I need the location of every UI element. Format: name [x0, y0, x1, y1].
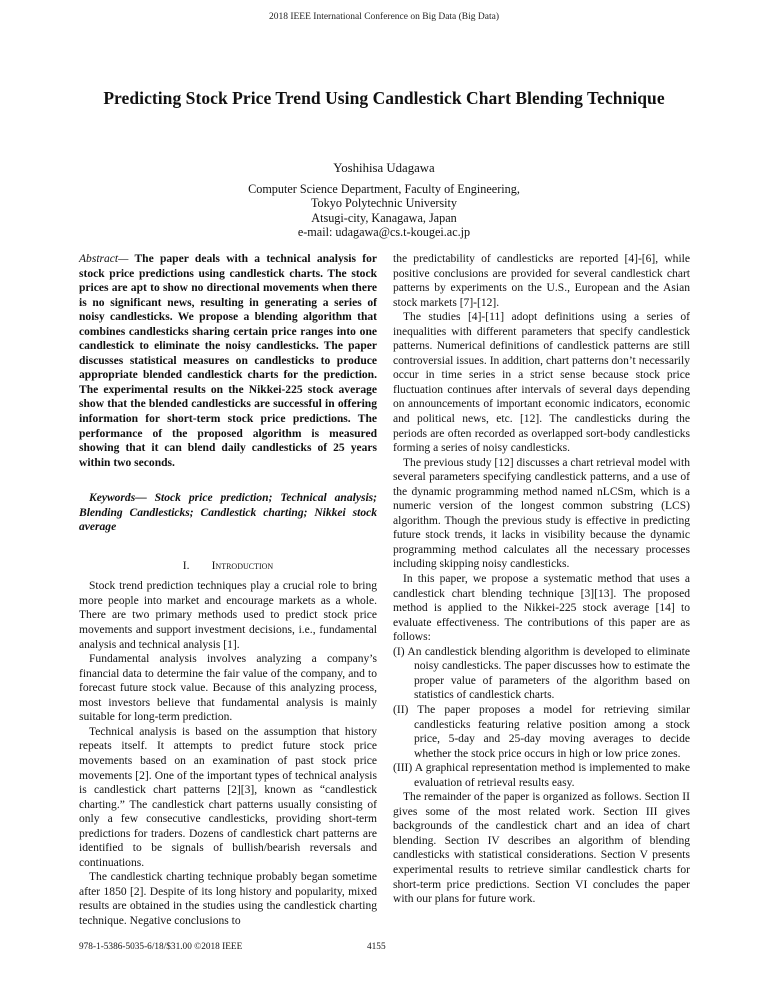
abstract [79, 252, 377, 470]
paragraph: The previous study [12] discusses a chart retrieval model with several parameters specifying candlestick patterns, and a use of the dynamic programming method named nLCSm, which is a numeric version of the longest common substring (LCS) algorithm. Though the previous study is effective in predicting future stock trends, it lacks in visibility because the dynamic programming method calculates all the necessary processes including skipping noisy candlesticks. [393, 456, 690, 571]
contribution-item: (III) A graphical representation method is implemented to make evaluation of retrieval results easy. [393, 762, 690, 789]
paragraph: The studies [4]-[11] adopt definitions using a series of inequalities with different parameters that specify candlestick patterns. Numerical definitions of candlestick patterns are still controversial issues. In addition, chart patterns don’t necessarily occur in time series in a strict sense because stock price fluctuation continues after intervals of several days depending on announcements of important economic indicators, economic and political news, etc. [12]. The candlesticks during the periods are often recorded as overlapped sort-body candlesticks forming a series of noisy candlesticks. [393, 311, 690, 455]
paragraph: In this paper, we propose a systematic method that uses a candlestick chart blending technique [3][13]. The proposed method is applied to the Nikkei-225 stock average [14] to evaluate effectiveness. The contributions of this paper are as follows: [393, 573, 690, 644]
left-column [79, 252, 377, 929]
affiliation-line: Tokyo Polytechnic University [310, 196, 458, 211]
paragraph: Stock trend prediction techniques play a crucial role to bring more people into market and encourage markets as a whole. There are two primary methods used to predict stock price movements and support investment decisions, i.e., fundamental analysis and technical analysis [1]. [79, 580, 377, 651]
section-number: I. [182, 558, 190, 572]
abstract-text: The paper deals with a technical analysis for stock price predictions using candlestick charts. The stock prices are apt to show no directional movements when there is no significant news, resulting in generating a series of noisy candlesticks. We propose a blending algorithm that combines candlesticks sharing certain price ranges into one candlestick to eliminate the noisy candlesticks. The paper discusses statistical measures on candlesticks to produce appropriate blended candlestick charts for the prediction. The experimental results on the Nikkei-225 stock average show that the blended candlesticks are successful in offering information for short-term stock price predictions. The performance of the proposed algorithm is measured showing that it can blend daily candlesticks of 25 years within two seconds. [79, 253, 377, 469]
paragraph: Technical analysis is based on the assumption that history repeats itself. It attempts to predict future stock price movements based on an examination of past stock price movements [2]. One of the important types of technical analysis is candlestick chart patterns [2][3], known as “candlestick charting.” The candlestick chart patterns usually consisting of only a few consecutive candlesticks, providing short-term predictions for traders. Dozens of candlestick chart patterns are identified to be signals of bullish/bearish reversals and continuations. [79, 725, 377, 869]
author-email: e-mail: udagawa@cs.t-kougei.ac.jp [297, 225, 471, 240]
section-heading-introduction [79, 559, 377, 574]
paragraph-continuation: the predictability of candlesticks are reported [4]-[6], while positive conclusions are provided for several candlestick chart patterns by experiments on the U.S., European and the Asian stock markets [7]-[12]. [393, 253, 690, 309]
author-name: Yoshihisa Udagawa [333, 161, 435, 175]
keywords: Keywords— Stock price prediction; Technical analysis; Blending Candlesticks; Candlestick charting; Nikkei stock average [79, 492, 377, 534]
page-number: 4155 [367, 942, 386, 952]
author-block [0, 161, 768, 240]
paragraph: The remainder of the paper is organized as follows. Section II gives some of the most related work. Section III gives backgrounds of the candlestick chart and an idea of chart blending. Section IV describes an algorithm of blending candlesticks with statistical considerations. Section V presents experimental results to retrieve similar candlestick charts for short-term price predictions. Section VI concludes the paper with our plans for future work. [393, 791, 690, 906]
affiliation-line: Atsugi-city, Kanagawa, Japan [311, 210, 457, 225]
footer-isbn: 978-1-5386-5035-6/18/$31.00 ©2018 IEEE [79, 942, 243, 952]
conference-header: 2018 IEEE International Conference on Big Data (Big Data) [268, 12, 500, 22]
paper-title: Predicting Stock Price Trend Using Candlestick Chart Blending Technique [103, 88, 665, 108]
contribution-item: (II) The paper proposes a model for retrieving similar candlesticks featuring relative position among a stock price, 5-day and 25-day moving averages to decide whether the stock price occurs in high or low price zones. [393, 703, 690, 760]
contribution-item: (I) An candlestick blending algorithm is developed to eliminate noisy candlesticks. The paper discusses how to estimate the proper value of parameters of the algorithm based on statistics of candlestick charts. [393, 645, 690, 702]
paragraph: Fundamental analysis involves analyzing a company’s financial data to determine the fair value of the company, and to forecast future stock value. Because of this analyzing process, most investors believe that fundamental analysis is mainly suitable for long-term prediction. [79, 653, 377, 724]
abstract-label: Abstract— [79, 253, 129, 265]
section-title: Introduction [211, 558, 274, 572]
paragraph: The candlestick charting technique probably began sometime after 1850 [2]. Despite of its long history and popularity, mixed results are obtained in the studies using the candlestick charting technique. Negative conclusions to [79, 871, 377, 927]
affiliation-line: Computer Science Department, Faculty of Engineering, [248, 181, 520, 196]
right-column [393, 252, 690, 907]
